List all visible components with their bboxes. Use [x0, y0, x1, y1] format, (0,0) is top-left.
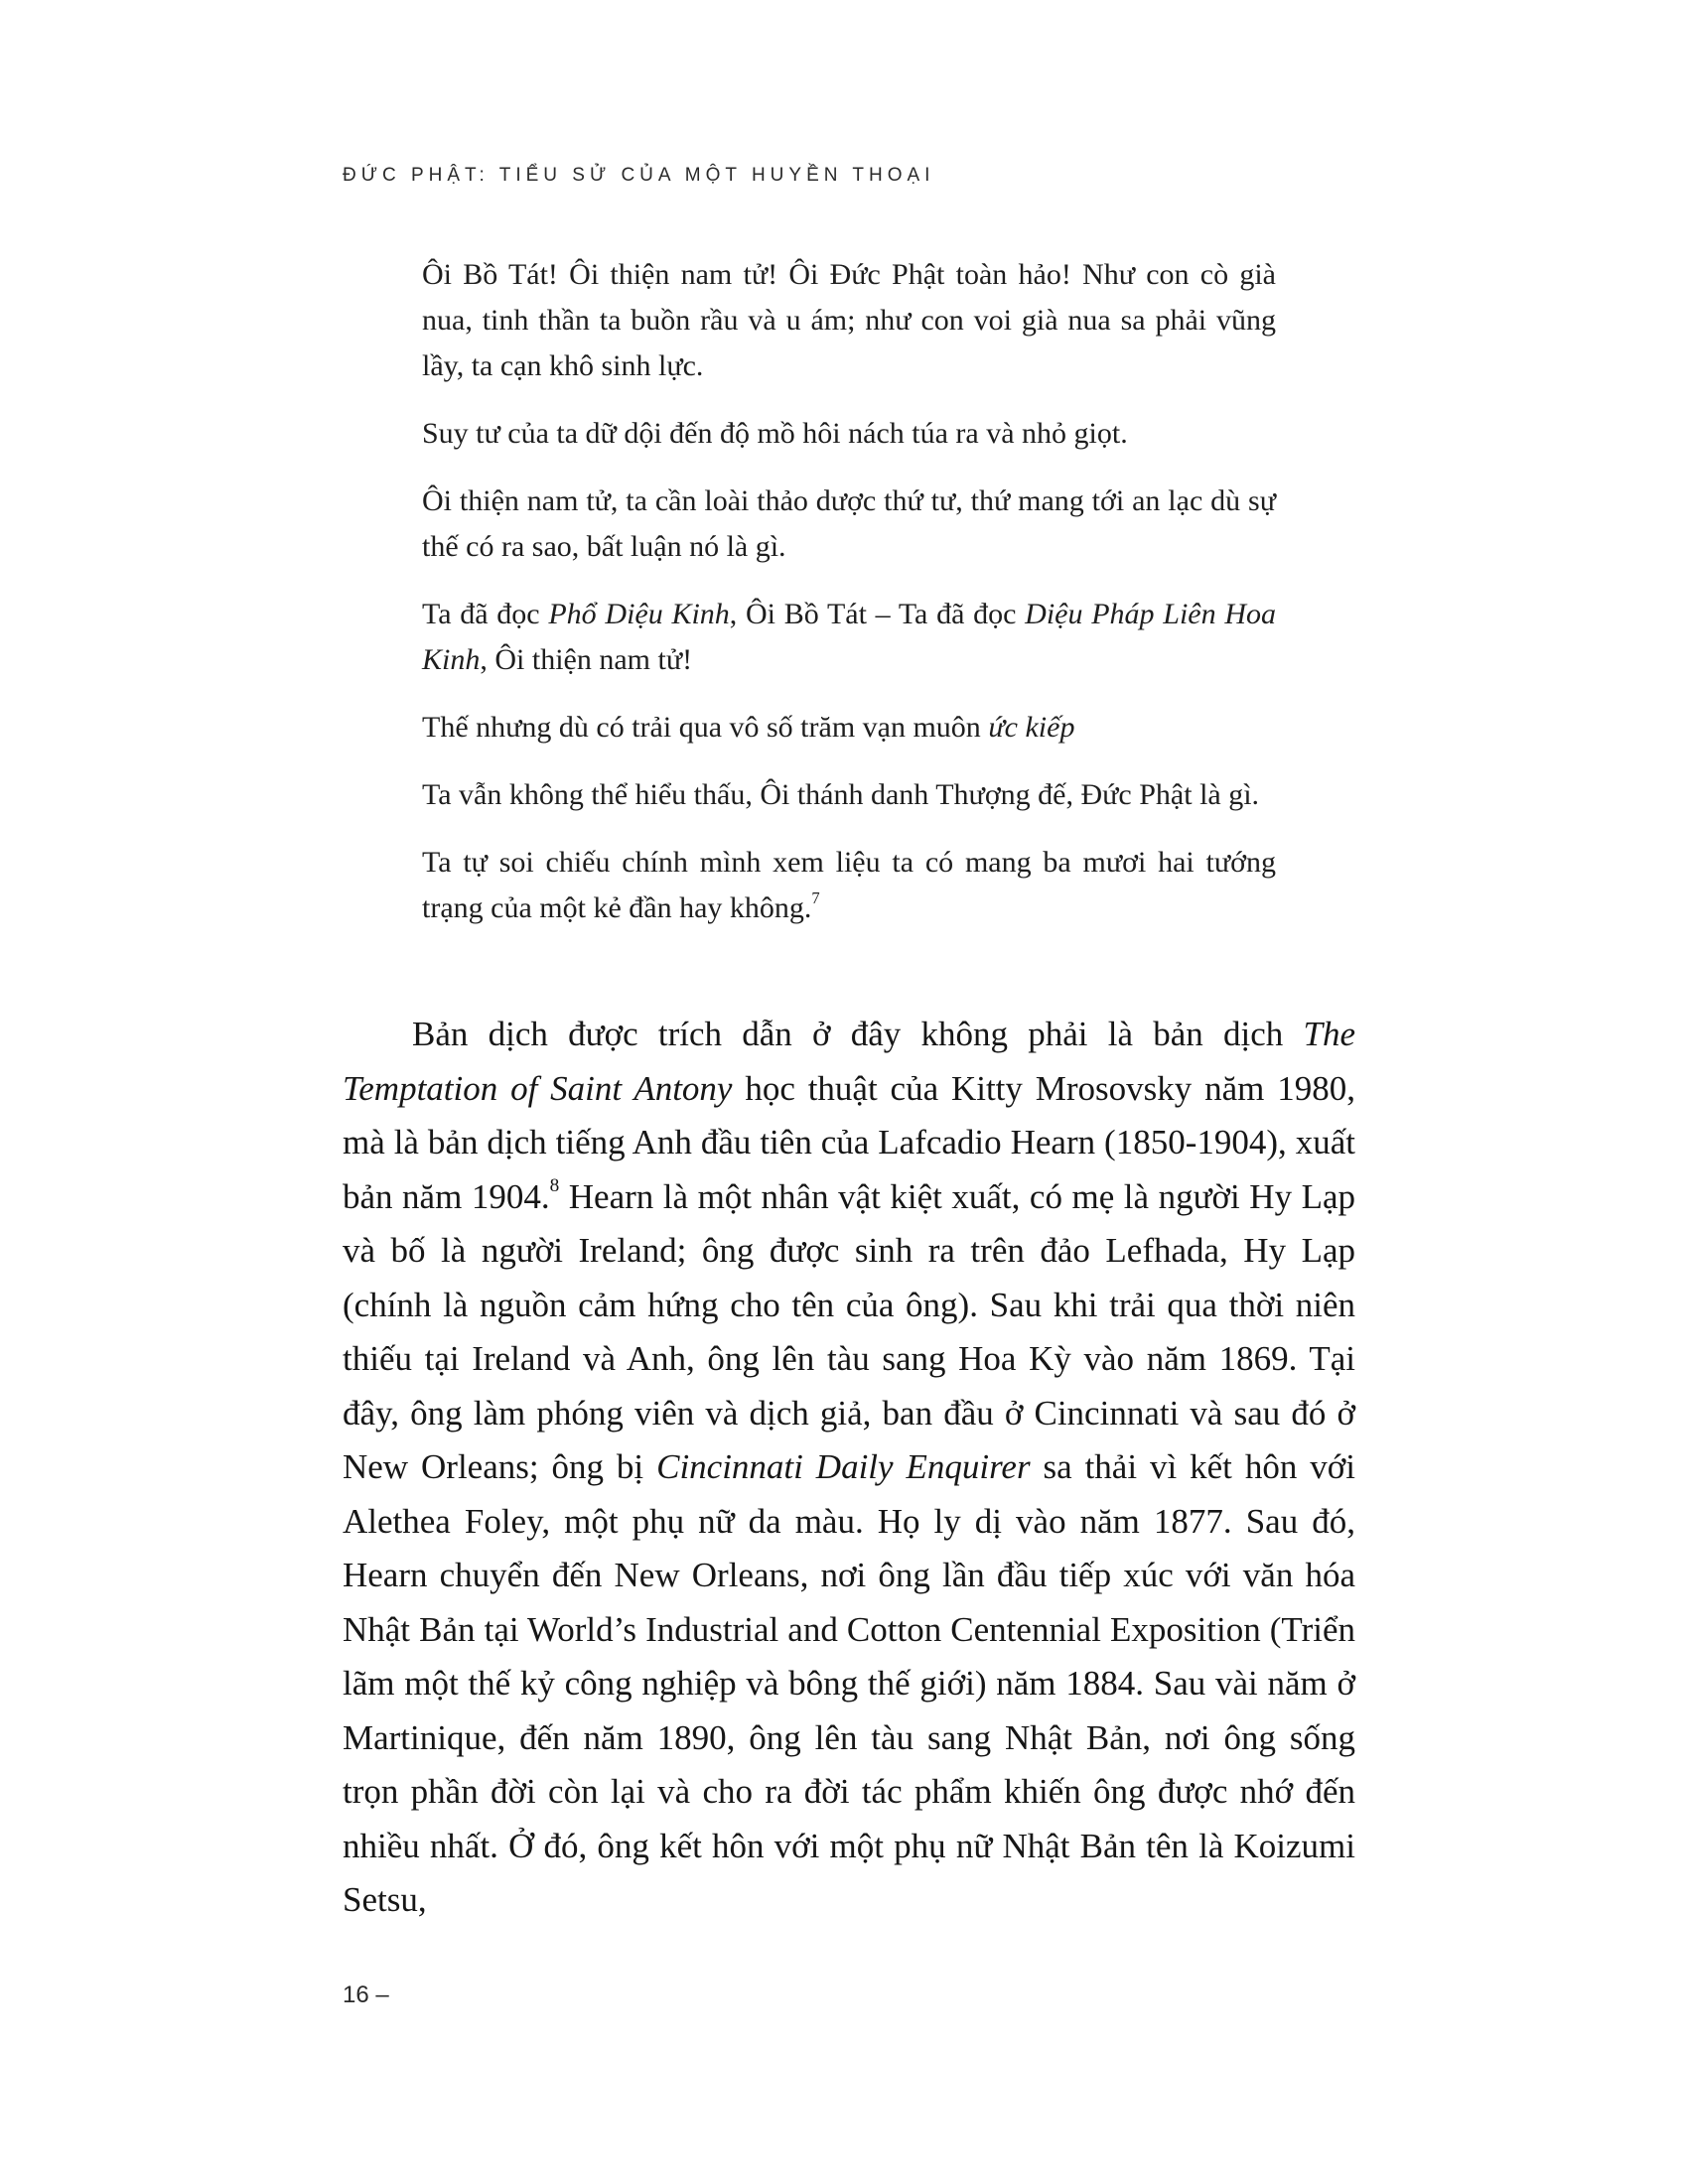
- quote-paragraph-7: [422, 840, 1276, 931]
- quote-text: Ta tự soi chiếu chính mình xem liệu ta có mang ba mươi hai tướng trạng của một kẻ đần hay không.: [422, 846, 1276, 924]
- quote-text: Ta đã đọc: [422, 598, 549, 630]
- italic-term: ức kiếp: [988, 711, 1075, 744]
- quote-text: Thế nhưng dù có trải qua vô số trăm vạn muôn: [422, 711, 989, 744]
- page-number: 16 –: [343, 1981, 389, 2008]
- footnote-ref-7: 7: [811, 887, 820, 907]
- newspaper-title: Cincinnati Daily Enquirer: [656, 1447, 1031, 1486]
- quote-paragraph-3: Ôi thiện nam tử, ta cần loài thảo dược thứ tư, thứ mang tới an lạc dù sự thế có ra sao, bất luận nó là gì.: [422, 484, 1276, 563]
- body-text: [343, 1008, 1355, 1928]
- body-paragraph: [343, 1008, 1355, 1928]
- running-header: ĐỨC PHẬT: TIỂU SỬ CỦA MỘT HUYỀN THOẠI: [343, 165, 935, 186]
- quote-paragraph-6: Ta vẫn không thể hiểu thấu, Ôi thánh danh Thượng đế, Đức Phật là gì.: [422, 778, 1260, 811]
- body-text-run: Hearn là một nhân vật kiệt xuất, có mẹ là người Hy Lạp và bố là người Ireland; ông được sinh ra trên đảo Lefhada, Hy Lạp (chính là nguồn cảm hứng cho tên của ông). Sau khi trải qua thời niên thiếu tại Ireland và Anh, ông lên tàu sang Hoa Kỳ vào năm 1869. Tại đây, ông làm phóng viên và dịch giả, ban đầu ở Cincinnati và sau đó ở New Orleans; ông bị: [343, 1176, 1356, 1486]
- body-text-run: Bản dịch được trích dẫn ở đây không phải là bản dịch: [412, 1015, 1304, 1053]
- quote-text: , Ôi thiện nam tử!: [480, 643, 693, 676]
- quote-paragraph-4: [422, 592, 1276, 683]
- book-title: The Temptation of Saint Antony: [343, 1015, 1355, 1108]
- quote-paragraph-1: Ôi Bồ Tát! Ôi thiện nam tử! Ôi Đức Phật toàn hảo! Như con cò già nua, tinh thần ta buồn rầu và u ám; như con voi già nua sa phải vũng lầy, ta cạn khô sinh lực.: [422, 258, 1276, 382]
- body-text-run: sa thải vì kết hôn với Alethea Foley, một phụ nữ da màu. Họ ly dị vào năm 1877. Sau đó, Hearn chuyển đến New Orleans, nơi ông lần đầu tiếp xúc với văn hóa Nhật Bản tại World’s Industrial and Cotton Centennial Exposition (Triển lãm một thế kỷ công nghiệp và bông thế giới) năm 1884. Sau vài năm ở Martinique, đến năm 1890, ông lên tàu sang Nhật Bản, nơi ông sống trọn phần đời còn lại và cho ra đời tác phẩm khiến ông được nhớ đến nhiều nhất. Ở đó, ông kết hôn với một phụ nữ Nhật Bản tên là Koizumi Setsu,: [343, 1447, 1355, 1919]
- body-text-run: học thuật của Kitty Mrosovsky năm 1980, mà là bản dịch tiếng Anh đầu tiên của Lafcadio Hearn (1850-1904), xuất bản năm 1904.: [343, 1068, 1355, 1216]
- scripture-title: Diệu Pháp Liên Hoa Kinh: [422, 598, 1276, 676]
- quote-paragraph-5: [422, 705, 1276, 751]
- block-quote: [422, 252, 1276, 953]
- footnote-ref-8: 8: [549, 1175, 560, 1196]
- quote-text: , Ôi Bồ Tát – Ta đã đọc: [729, 598, 1026, 630]
- quote-paragraph-2: Suy tư của ta dữ dội đến độ mồ hôi nách túa ra và nhỏ giọt.: [422, 417, 1128, 450]
- scripture-title: Phổ Diệu Kinh: [548, 598, 730, 630]
